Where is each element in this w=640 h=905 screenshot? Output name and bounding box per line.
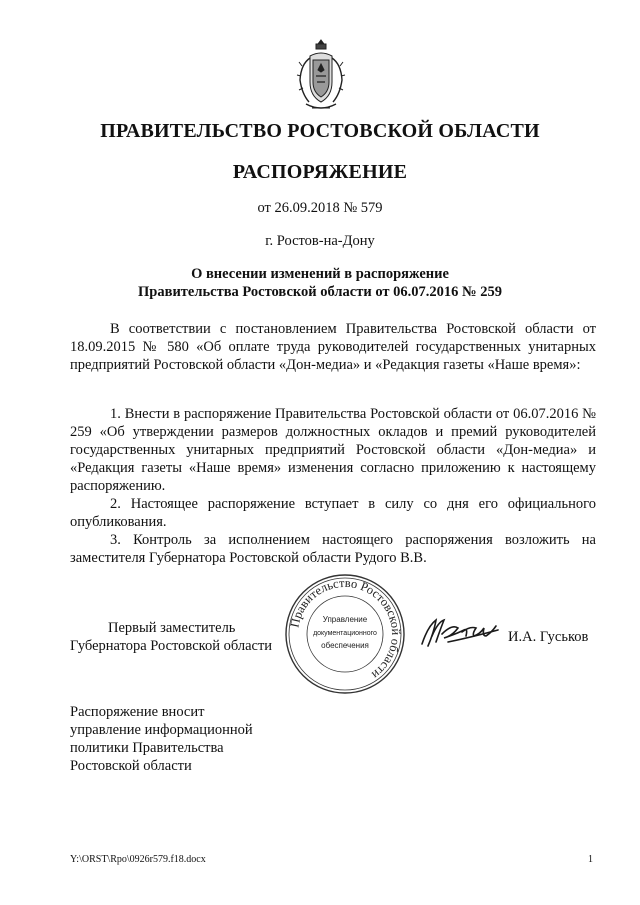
item-1: 1. Внести в распоряжение Правительства Ростовской области от 06.07.2016 № 259 «Об утверждении размеров должностных окладов и премий руководителей государственных унитарных предприятий Ростовской области «Дон-медиа» и «Редакция газеты «Наше время» изменения согласно приложению к настоящему распоряжению. bbox=[70, 406, 596, 494]
item-3: 3. Контроль за исполнением настоящего распоряжения возложить на заместителя Губернатора Ростовской области Рудого В.В. bbox=[70, 532, 596, 566]
stamp-center-line-2: документационного bbox=[313, 630, 377, 637]
initiator-line-3: политики Правительства bbox=[70, 740, 224, 756]
item-2: 2. Настоящее распоряжение вступает в силу со дня его официального опубликования. bbox=[70, 496, 596, 530]
government-title: ПРАВИТЕЛЬСТВО РОСТОВСКОЙ ОБЛАСТИ bbox=[100, 120, 540, 142]
stamp-center-line-1: Управление bbox=[322, 615, 368, 624]
document-subject bbox=[0, 265, 640, 301]
official-stamp bbox=[283, 572, 407, 696]
footer-page-number: 1 bbox=[588, 854, 593, 865]
document-date-number: от 26.09.2018 № 579 bbox=[257, 200, 383, 216]
initiator-line-1: Распоряжение вносит bbox=[70, 704, 205, 720]
initiator-line-2: управление информационной bbox=[70, 722, 253, 738]
subject-line-1: О внесении изменений в распоряжение bbox=[191, 266, 449, 282]
document-type: РАСПОРЯЖЕНИЕ bbox=[232, 161, 408, 183]
initiator-block bbox=[70, 703, 253, 775]
stamp-ring-text: Правительство Ростовской области bbox=[287, 575, 404, 682]
handwritten-signature bbox=[418, 612, 502, 652]
document-city: г. Ростов-на-Дону bbox=[265, 233, 375, 249]
signatory-title-line-1: Первый заместитель bbox=[108, 620, 236, 636]
stamp-center-line-3: обеспечения bbox=[321, 641, 369, 650]
signatory-title bbox=[70, 619, 272, 655]
subject-line-2: Правительства Ростовской области от 06.07.2016 № 259 bbox=[138, 284, 502, 300]
initiator-line-4: Ростовской области bbox=[70, 758, 192, 774]
footer-file-path: Y:\ORST\Rpo\0926r579.f18.docx bbox=[70, 854, 206, 865]
items-list bbox=[70, 405, 596, 567]
coat-of-arms-icon bbox=[296, 36, 346, 116]
signatory-name: И.А. Гуськов bbox=[508, 629, 589, 645]
signatory-title-line-2: Губернатора Ростовской области bbox=[70, 638, 273, 654]
preamble-paragraph: В соответствии с постановлением Правительства Ростовской области от 18.09.2015 № 580 «Об оплате труда руководителей государственных унитарных предприятий Ростовской области «Дон-медиа» и «Редакция газеты «Наше время»: bbox=[70, 321, 596, 373]
